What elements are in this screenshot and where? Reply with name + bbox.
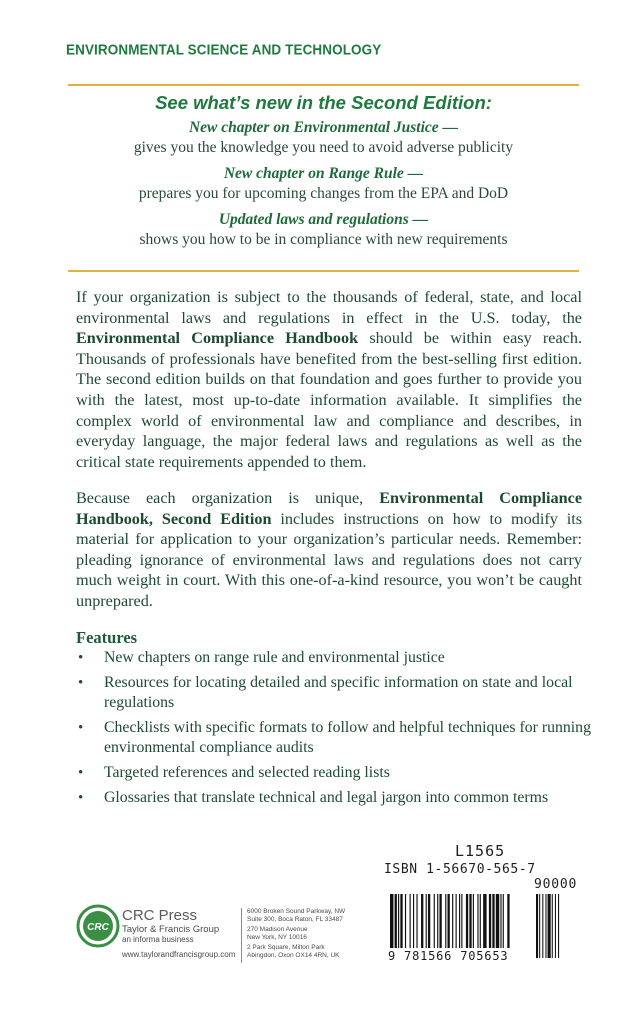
address-line: New York, NY 10016 [247, 933, 307, 941]
feature-item [78, 788, 598, 808]
barcode-addon-bar [539, 894, 540, 958]
barcode-addon-bar [545, 894, 546, 958]
feature-text: Glossaries that translate technical and legal jargon into common terms [104, 789, 549, 806]
whats-new-box [68, 92, 579, 256]
barcode-bar [413, 894, 414, 948]
barcode [384, 878, 584, 963]
book-title: Environmental Compliance Handbook [76, 329, 359, 348]
barcode-bar [496, 894, 499, 948]
feature-item [78, 763, 598, 783]
catalog-code: L1565 [455, 842, 506, 860]
barcode-bar [503, 894, 504, 948]
barcode-addon-bars [536, 894, 559, 958]
publisher-addresses [247, 908, 345, 960]
barcode-bars [390, 894, 510, 948]
crc-logo-text: CRC [87, 922, 109, 933]
feature-text: Resources for locating detailed and specific information on state and local regulations [104, 674, 573, 711]
feature-item [78, 673, 598, 713]
top-rule [68, 84, 579, 86]
barcode-bar [452, 894, 453, 948]
series-title: ENVIRONMENTAL SCIENCE AND TECHNOLOGY [66, 41, 382, 58]
whats-new-item [68, 210, 579, 250]
whats-new-item-title: New chapter on Environmental Justice — [188, 119, 459, 136]
barcode-bar [456, 894, 457, 948]
para1-text-start: If your organization is subject to the thousands of federal, state, and local environmental laws and regulations in effect in the U.S. today, the [76, 288, 582, 327]
feature-item [78, 648, 598, 668]
bullet-icon: • [78, 675, 84, 691]
para1-text-end: should be within easy reach. Thousands of professionals have benefited from the best-selling first edition. The second edition builds on that foundation and goes further to provide you with the latest, most up-to-date information available. It simplifies the complex world of environmental law and compliance and describes, in everyday language, the major federal laws and regulations as well as the critical state requirements appended to them. [76, 329, 583, 471]
barcode-bar [398, 894, 399, 948]
whats-new-item-desc: shows you how to be in compliance with new requirements [139, 231, 508, 248]
barcode-bar [473, 894, 474, 948]
barcode-addon-bar [536, 894, 538, 958]
address-line: Abingdon, Oxon OX14 4RN, UK [247, 951, 340, 959]
publisher-tagline: an informa business [122, 935, 194, 944]
whats-new-item-title: Updated laws and regulations — [218, 211, 429, 228]
address-line: 2 Park Square, Milton Park [247, 944, 325, 952]
barcode-bar [507, 894, 509, 948]
barcode-bar [469, 894, 471, 948]
description-paragraph-1 [76, 287, 582, 472]
barcode-bar [489, 894, 491, 948]
whats-new-item-desc: prepares you for upcoming changes from the EPA and DoD [138, 185, 509, 202]
bullet-icon: • [78, 650, 84, 666]
bullet-icon: • [78, 720, 84, 736]
barcode-bar [445, 894, 446, 948]
price-code: 90000 [534, 877, 578, 892]
whats-new-item-desc: gives you the knowledge you need to avoid adverse publicity [133, 139, 514, 156]
address-line: 6000 Broken Sound Parkway, NW [247, 908, 346, 915]
book-title-edition: Environmental Compliance Handbook, Second Edition [76, 489, 583, 528]
divider [241, 908, 242, 963]
barcode-addon-bar [555, 894, 556, 958]
barcode-bar [448, 894, 450, 948]
address-line: 270 Madison Avenue [247, 926, 308, 934]
barcode-bar [390, 894, 393, 948]
barcode-bar [426, 894, 427, 948]
whats-new-item [68, 164, 579, 204]
barcode-bar [437, 894, 438, 948]
bullet-icon: • [78, 765, 84, 781]
para2-text-start: Because each organization is unique, [76, 489, 380, 507]
barcode-addon-bar [558, 894, 559, 958]
barcode-bar [466, 894, 468, 948]
barcode-bar [492, 894, 494, 948]
features-list [78, 648, 598, 813]
crc-press-logo [76, 904, 120, 948]
barcode-bar [459, 894, 460, 948]
feature-text: New chapters on range rule and environmental justice [104, 649, 445, 666]
features-heading: Features [76, 628, 138, 647]
feature-text: Targeted references and selected reading lists [104, 764, 390, 781]
whats-new-heading: See what’s new in the Second Edition: [155, 92, 492, 113]
publisher-name: CRC Press [122, 907, 198, 924]
publisher-url: www.taylorandfrancisgroup.com [122, 950, 236, 959]
publisher-group: Taylor & Francis Group [122, 924, 220, 935]
whats-new-item [68, 118, 579, 158]
barcode-addon-bar [548, 894, 551, 958]
barcode-bar [410, 894, 411, 948]
barcode-bar [421, 894, 423, 948]
barcode-bar [428, 894, 430, 948]
publisher-block [122, 908, 219, 945]
bullet-icon: • [78, 790, 84, 806]
barcode-addon-bar [552, 894, 553, 958]
barcode-bar [395, 894, 397, 948]
barcode-digits: 9 781566 705653 [388, 949, 509, 963]
address-line: Suite 300, Boca Raton, FL 33487 [247, 915, 343, 923]
barcode-bar [477, 894, 478, 948]
bottom-rule [68, 270, 579, 272]
feature-item [78, 718, 598, 758]
barcode-bar [439, 894, 441, 948]
whats-new-item-title: New chapter on Range Rule — [223, 165, 424, 182]
barcode-bar [483, 894, 486, 948]
barcode-bar [400, 894, 402, 948]
barcode-bar [434, 894, 435, 948]
barcode-bar [461, 894, 462, 948]
barcode-bar [405, 894, 406, 948]
feature-text: Checklists with specific formats to follow and helpful techniques for running environmental compliance audits [104, 719, 591, 756]
barcode-bar [500, 894, 501, 948]
isbn-number: ISBN 1-56670-565-7 [384, 862, 536, 877]
para2-text-end: includes instructions on how to modify its material for application to your organization’s particular needs. Remember: pleading ignorance of environmental laws and regulations does not carry much weight in court. With this one-of-a-kind resource, you won’t be caught unprepared. [76, 509, 583, 610]
barcode-addon-bar [542, 894, 543, 958]
description-paragraph-2 [76, 488, 582, 612]
barcode-bar [416, 894, 417, 948]
barcode-bar [480, 894, 481, 948]
